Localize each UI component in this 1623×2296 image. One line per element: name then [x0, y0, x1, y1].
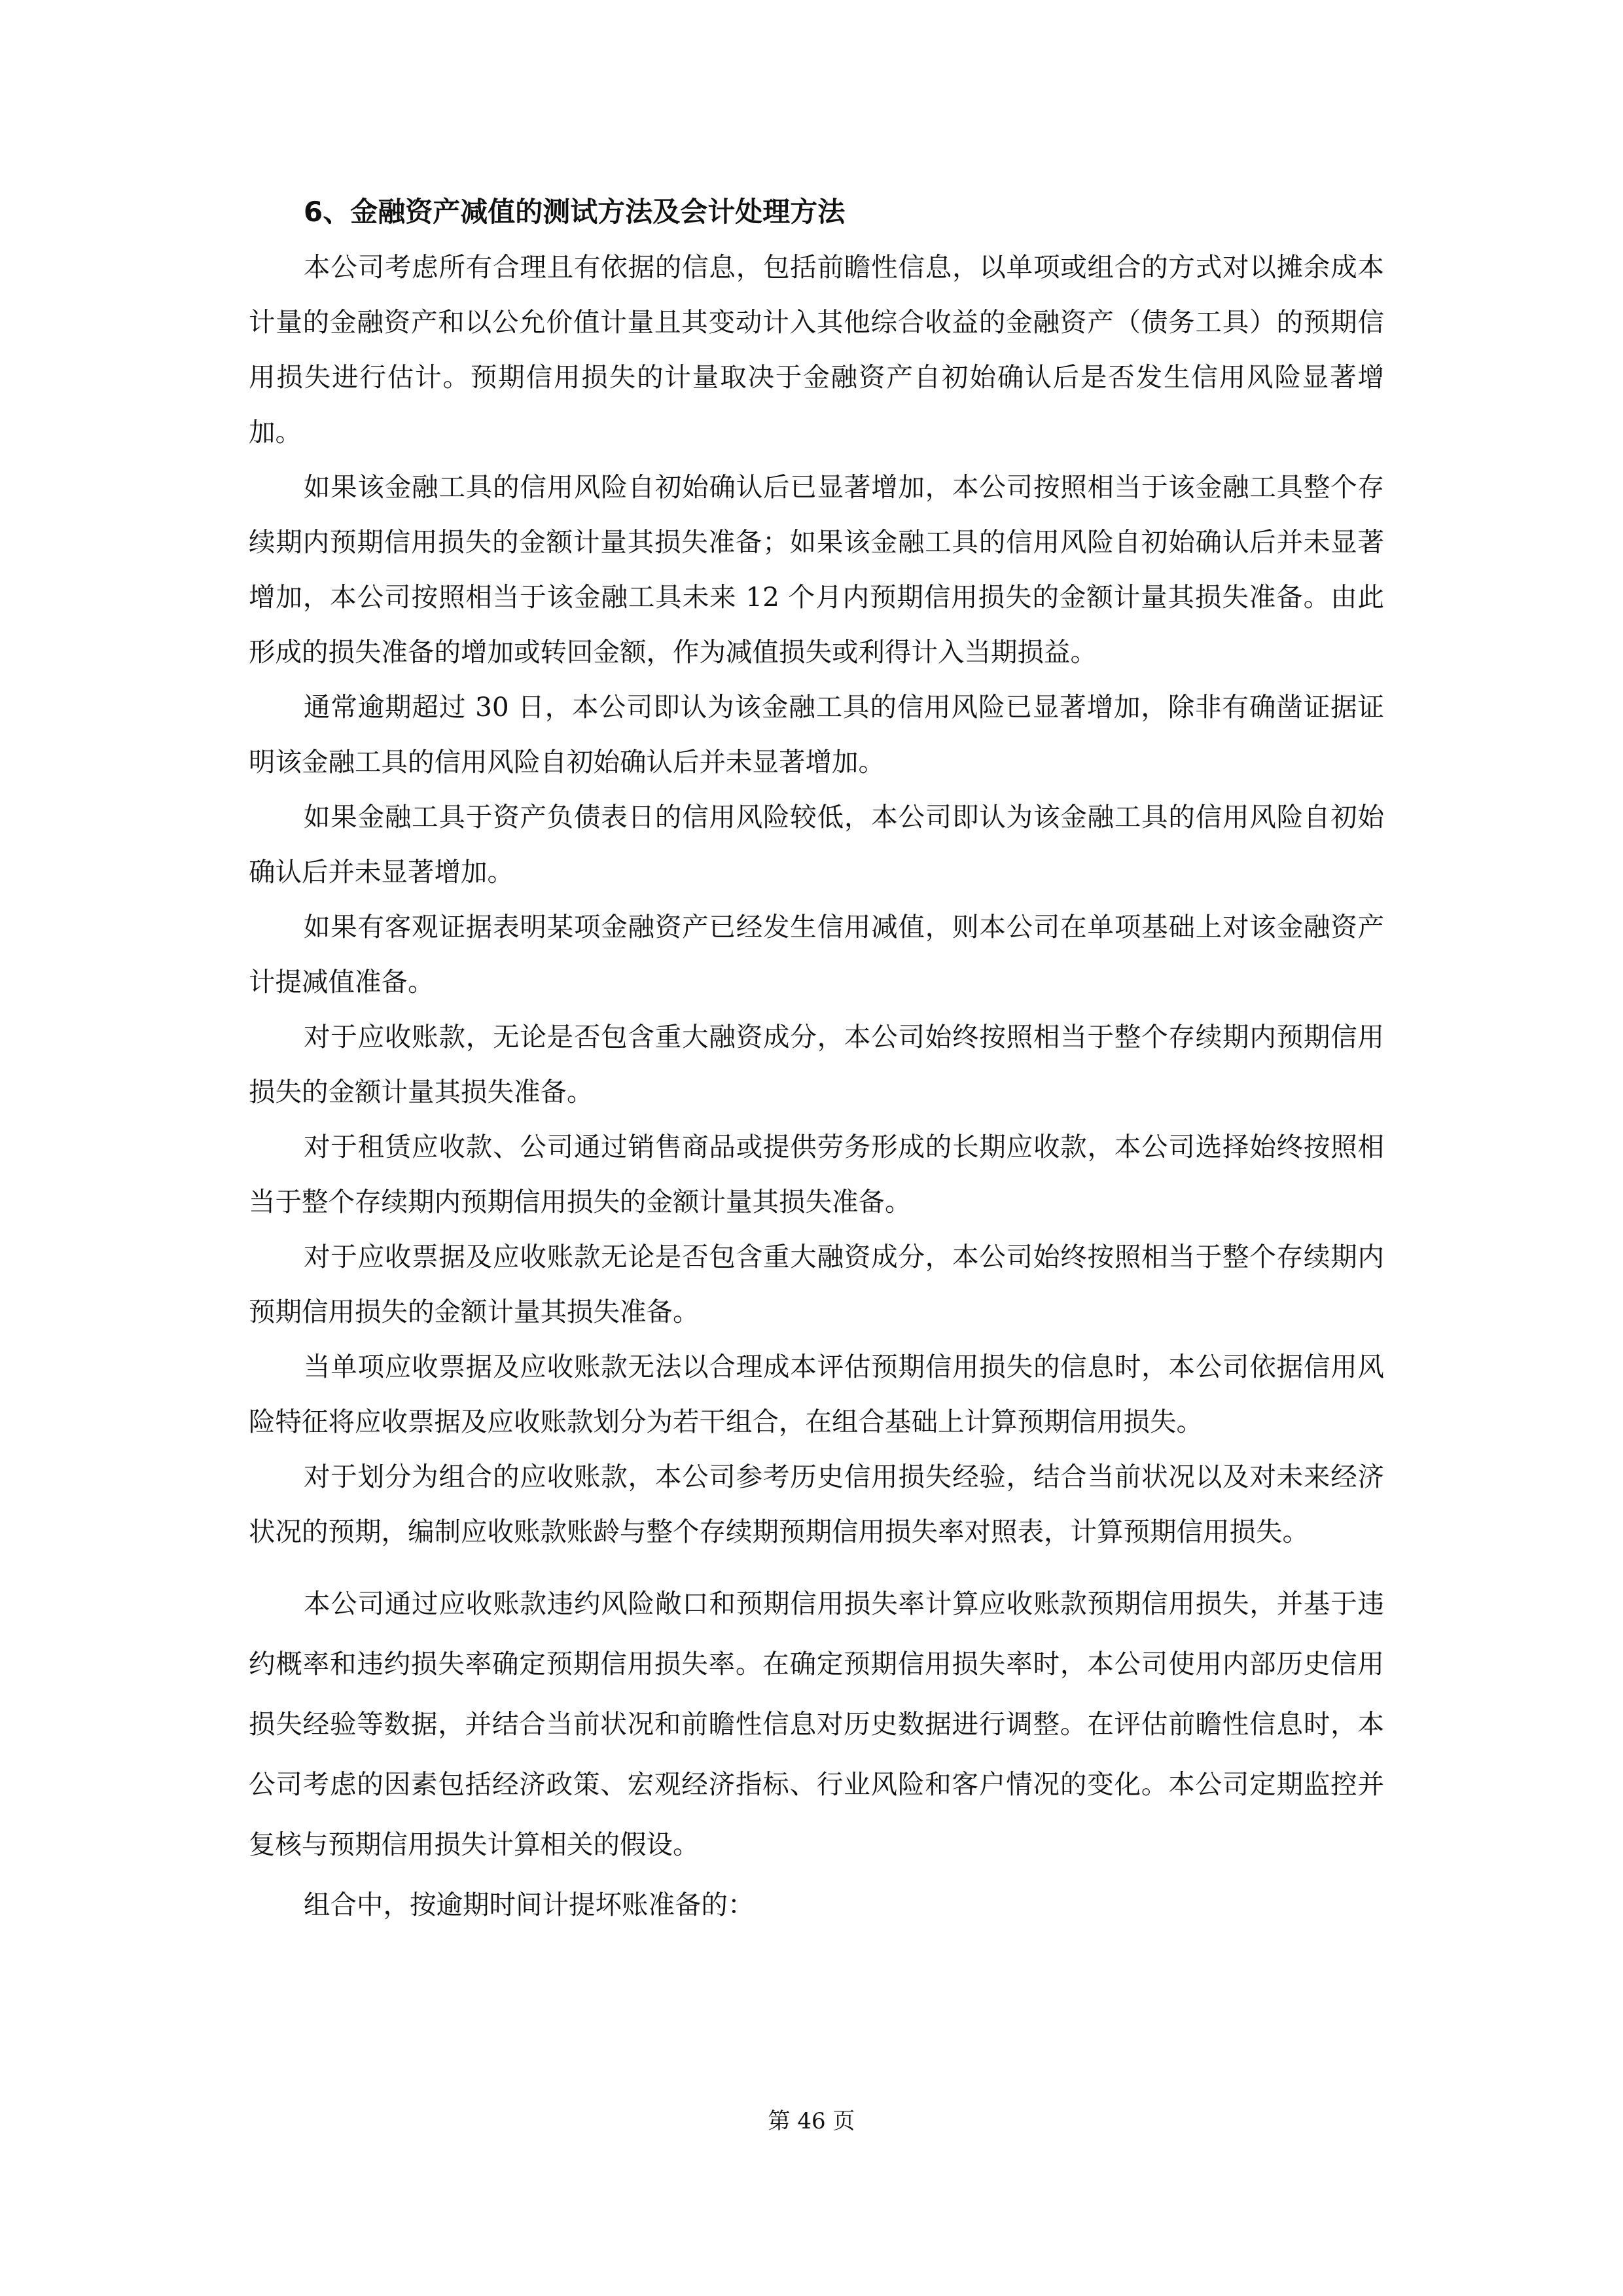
- paragraph-9: 当单项应收票据及应收账款无法以合理成本评估预期信用损失的信息时，本公司依据信用风险特征将应收票据及应收账款划分为若干组合，在组合基础上计算预期信用损失。: [249, 1351, 1384, 1437]
- page-number: 第 46 页: [768, 2108, 855, 2134]
- paragraph-10: 对于划分为组合的应收账款，本公司参考历史信用损失经验，结合当前状况以及对未来经济状况的预期，编制应收账款账龄与整个存续期预期信用损失率对照表，计算预期信用损失。: [249, 1461, 1384, 1547]
- paragraph-8: 对于应收票据及应收账款无论是否包含重大融资成分，本公司始终按照相当于整个存续期内预期信用损失的金额计量其损失准备。: [249, 1241, 1384, 1327]
- paragraph-11: 本公司通过应收账款违约风险敞口和预期信用损失率计算应收账款预期信用损失，并基于违约概率和违约损失率确定预期信用损失率。在确定预期信用损失率时，本公司使用内部历史信用损失经验等数据，并结合当前状况和前瞻性信息对历史数据进行调整。在评估前瞻性信息时，本公司考虑的因素包括经济政策、宏观经济指标、行业风险和客户情况的变化。本公司定期监控并复核与预期信用损失计算相关的假设。: [249, 1588, 1384, 1860]
- paragraph-7: 对于租赁应收款、公司通过销售商品或提供劳务形成的长期应收款，本公司选择始终按照相当于整个存续期内预期信用损失的金额计量其损失准备。: [249, 1131, 1384, 1217]
- paragraph-2: 如果该金融工具的信用风险自初始确认后已显著增加，本公司按照相当于该金融工具整个存续期内预期信用损失的金额计量其损失准备；如果该金融工具的信用风险自初始确认后并未显著增加，本公司按照相当于该金融工具未来 12 个月内预期信用损失的金额计量其损失准备。由此形成的损失准备的增加或转回金额，作为减值损失或利得计入当期损益。: [249, 471, 1384, 668]
- paragraph-4: 如果金融工具于资产负债表日的信用风险较低，本公司即认为该金融工具的信用风险自初始确认后并未显著增加。: [249, 801, 1384, 888]
- paragraph-5: 如果有客观证据表明某项金融资产已经发生信用减值，则本公司在单项基础上对该金融资产计提减值准备。: [249, 911, 1384, 997]
- paragraph-6: 对于应收账款，无论是否包含重大融资成分，本公司始终按照相当于整个存续期内预期信用损失的金额计量其损失准备。: [249, 1021, 1384, 1107]
- document-body: [249, 185, 1384, 1935]
- paragraph-3: 通常逾期超过 30 日，本公司即认为该金融工具的信用风险已显著增加，除非有确凿证据证明该金融工具的信用风险自初始确认后并未显著增加。: [249, 691, 1384, 778]
- paragraph-1: 本公司考虑所有合理且有依据的信息，包括前瞻性信息，以单项或组合的方式对以摊余成本计量的金融资产和以公允价值计量且其变动计入其他综合收益的金融资产（债务工具）的预期信用损失进行估计。预期信用损失的计量取决于金融资产自初始确认后是否发生信用风险显著增加。: [249, 251, 1384, 448]
- paragraph-12: 组合中，按逾期时间计提坏账准备的：: [304, 1889, 755, 1920]
- section-heading: 6、金融资产减值的测试方法及会计处理方法: [304, 196, 846, 228]
